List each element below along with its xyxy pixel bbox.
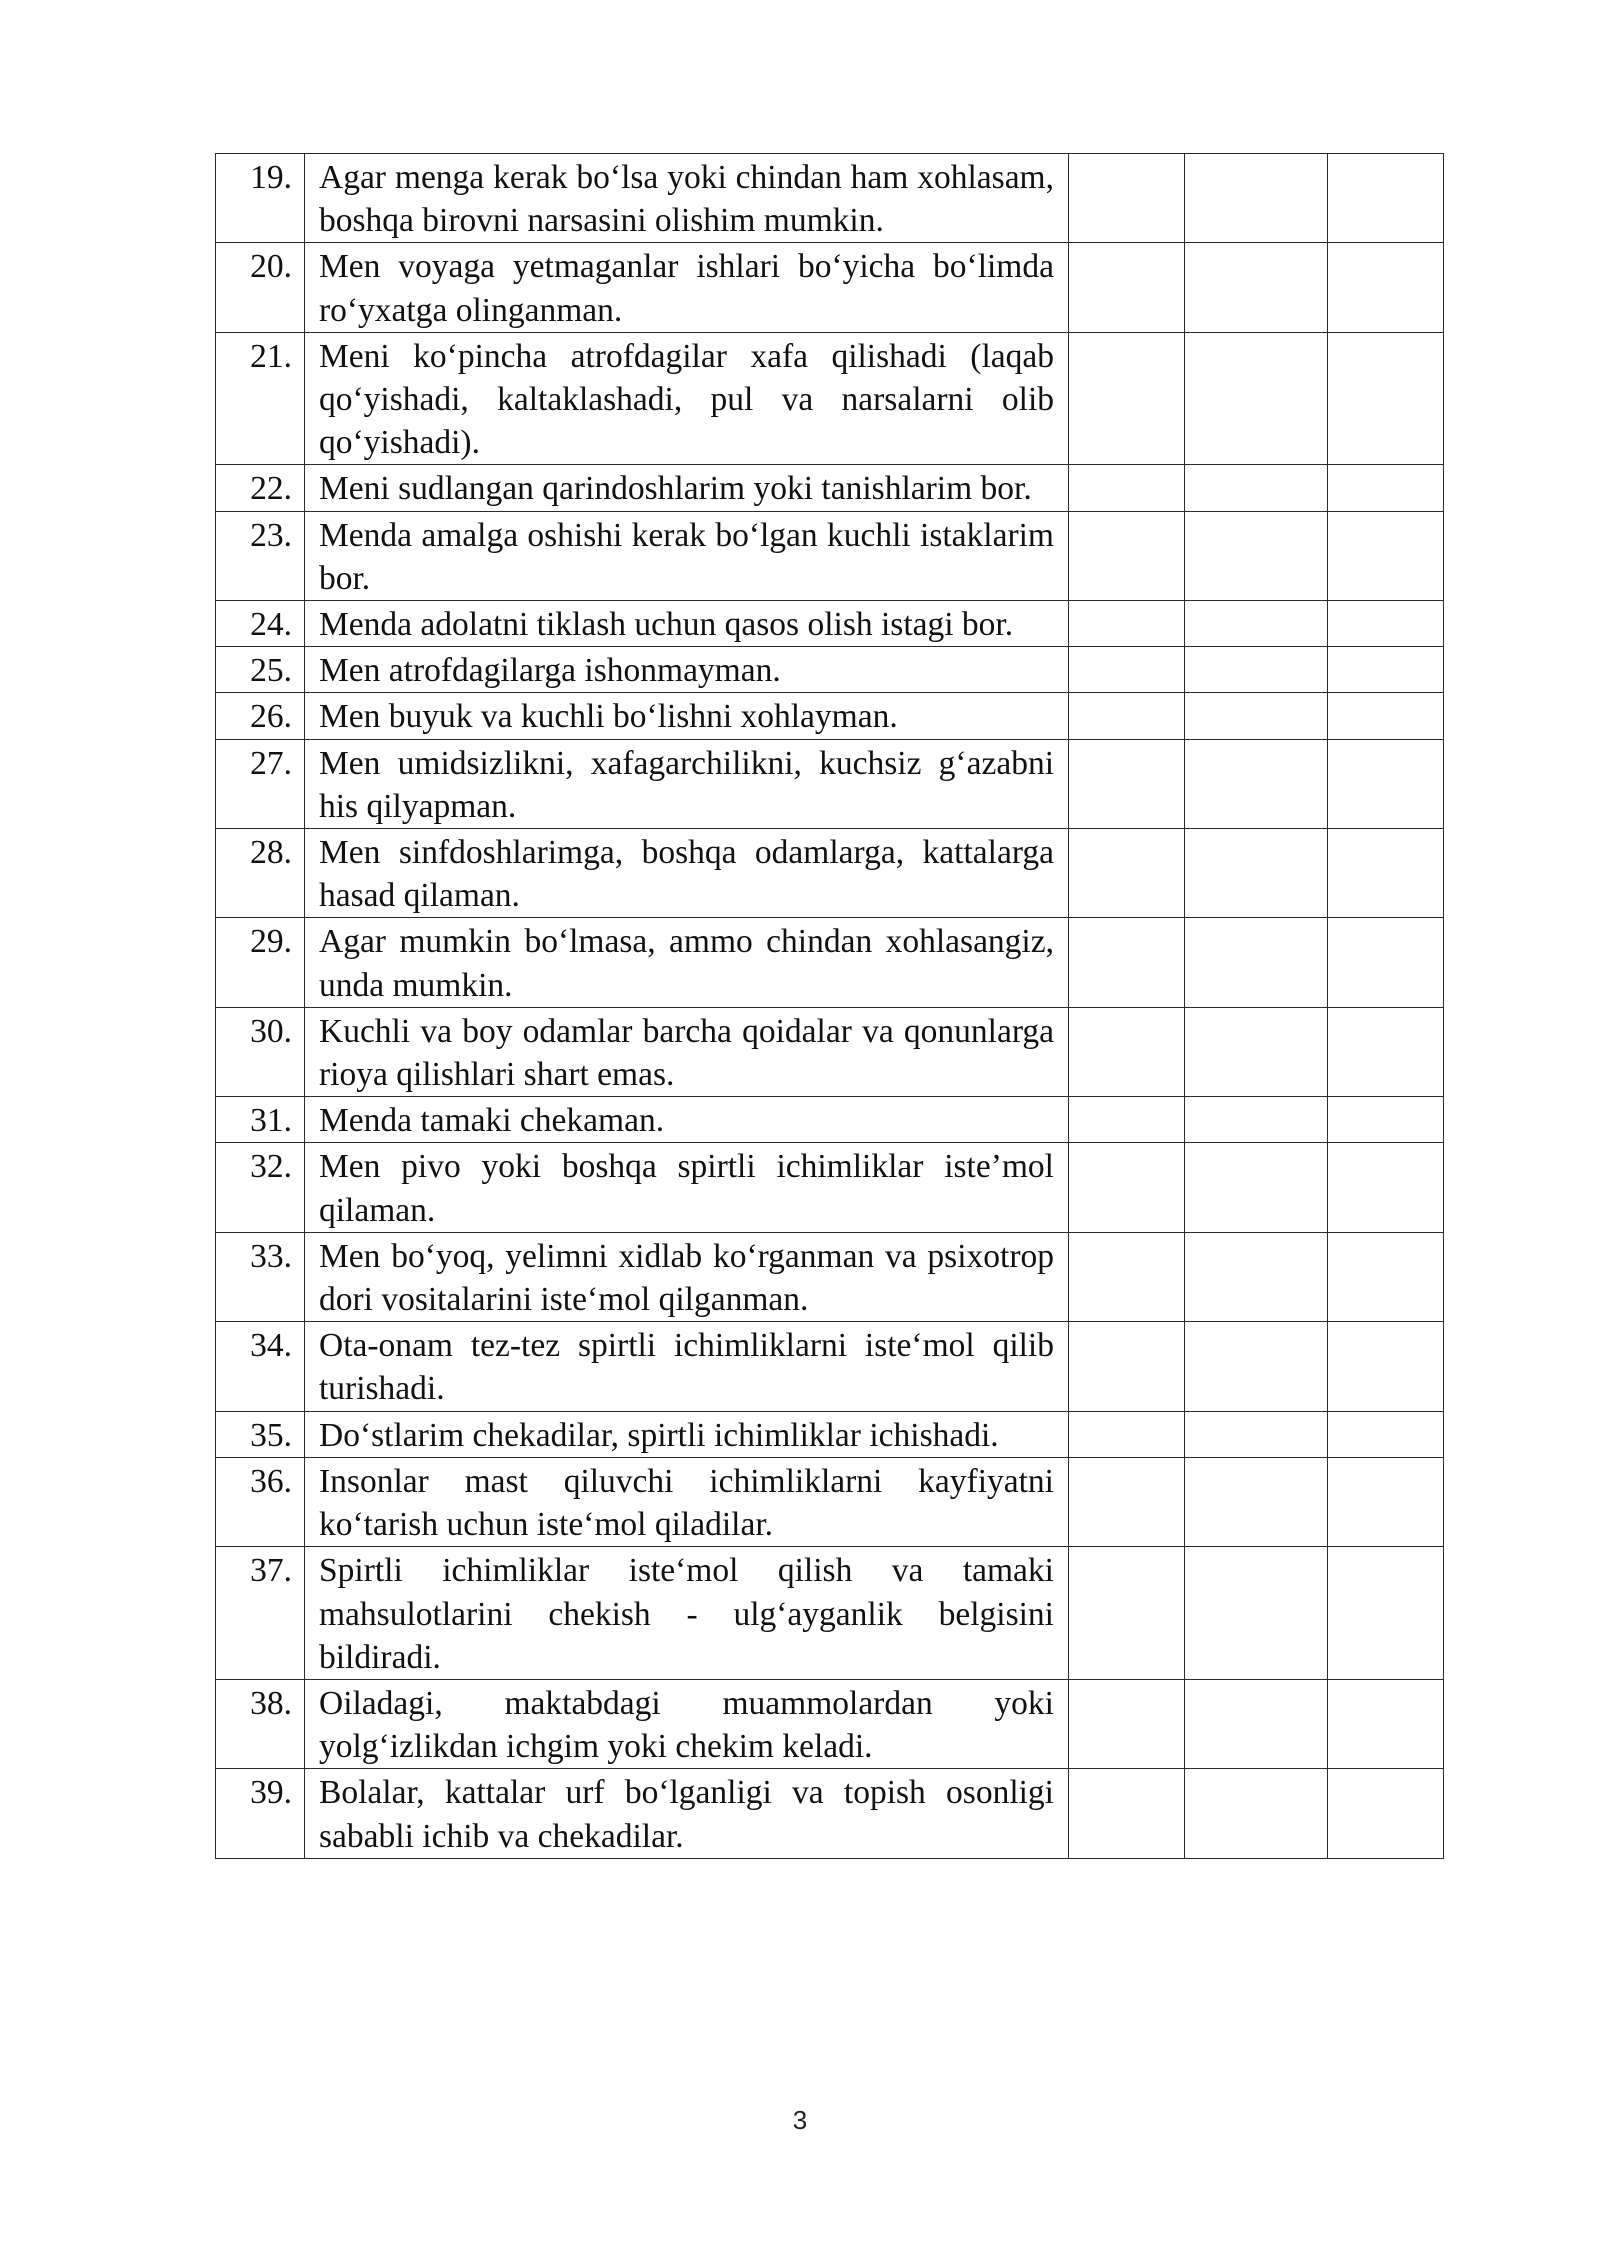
question-text: Menda tamaki chekaman. <box>305 1097 1069 1143</box>
answer-cell-2[interactable] <box>1185 1322 1328 1411</box>
answer-cell-3[interactable] <box>1328 1097 1444 1143</box>
answer-cell-1[interactable] <box>1069 332 1185 465</box>
question-text: Menda adolatni tiklash uchun qasos olish istagi bor. <box>305 601 1069 647</box>
table-row <box>216 511 1444 600</box>
table-row <box>216 601 1444 647</box>
answer-cell-2[interactable] <box>1185 1769 1328 1858</box>
answer-cell-3[interactable] <box>1328 1411 1444 1457</box>
table-row <box>216 1007 1444 1096</box>
answer-cell-1[interactable] <box>1069 1322 1185 1411</box>
answer-cell-3[interactable] <box>1328 601 1444 647</box>
question-number: 21. <box>216 332 305 465</box>
answer-cell-3[interactable] <box>1328 693 1444 739</box>
answer-cell-1[interactable] <box>1069 1547 1185 1680</box>
table-row <box>216 829 1444 918</box>
question-number: 30. <box>216 1007 305 1096</box>
answer-cell-3[interactable] <box>1328 332 1444 465</box>
question-number: 34. <box>216 1322 305 1411</box>
question-number: 32. <box>216 1143 305 1232</box>
answer-cell-1[interactable] <box>1069 154 1185 243</box>
table-row <box>216 332 1444 465</box>
table-row <box>216 1411 1444 1457</box>
answer-cell-2[interactable] <box>1185 693 1328 739</box>
answer-cell-2[interactable] <box>1185 243 1328 332</box>
answer-cell-1[interactable] <box>1069 1232 1185 1321</box>
answer-cell-2[interactable] <box>1185 1457 1328 1546</box>
table-row <box>216 243 1444 332</box>
answer-cell-2[interactable] <box>1185 1547 1328 1680</box>
answer-cell-1[interactable] <box>1069 511 1185 600</box>
answer-cell-1[interactable] <box>1069 1679 1185 1768</box>
table-row <box>216 739 1444 828</box>
answer-cell-3[interactable] <box>1328 243 1444 332</box>
answer-cell-3[interactable] <box>1328 1322 1444 1411</box>
answer-cell-2[interactable] <box>1185 601 1328 647</box>
questionnaire-table <box>215 153 1444 1859</box>
answer-cell-1[interactable] <box>1069 1457 1185 1546</box>
answer-cell-2[interactable] <box>1185 1679 1328 1768</box>
question-number: 38. <box>216 1679 305 1768</box>
table-row <box>216 647 1444 693</box>
question-number: 31. <box>216 1097 305 1143</box>
answer-cell-2[interactable] <box>1185 511 1328 600</box>
question-number: 33. <box>216 1232 305 1321</box>
answer-cell-1[interactable] <box>1069 647 1185 693</box>
table-row <box>216 1679 1444 1768</box>
table-row <box>216 1143 1444 1232</box>
answer-cell-3[interactable] <box>1328 1679 1444 1768</box>
table-row <box>216 1457 1444 1546</box>
answer-cell-1[interactable] <box>1069 601 1185 647</box>
question-text: Men buyuk va kuchli bo‘lishni xohlayman. <box>305 693 1069 739</box>
answer-cell-2[interactable] <box>1185 829 1328 918</box>
answer-cell-3[interactable] <box>1328 1769 1444 1858</box>
question-text: Oiladagi, maktabdagi muammolardan yoki yolg‘izlikdan ichgim yoki chekim keladi. <box>305 1679 1069 1768</box>
answer-cell-2[interactable] <box>1185 739 1328 828</box>
question-text: Men pivo yoki boshqa spirtli ichimliklar iste’mol qilaman. <box>305 1143 1069 1232</box>
answer-cell-3[interactable] <box>1328 1232 1444 1321</box>
question-text: Men atrofdagilarga ishonmayman. <box>305 647 1069 693</box>
questionnaire-body <box>216 154 1444 1859</box>
answer-cell-2[interactable] <box>1185 1007 1328 1096</box>
answer-cell-1[interactable] <box>1069 1007 1185 1096</box>
answer-cell-3[interactable] <box>1328 511 1444 600</box>
question-text: Ota-onam tez-tez spirtli ichimliklarni iste‘mol qilib turishadi. <box>305 1322 1069 1411</box>
answer-cell-3[interactable] <box>1328 1547 1444 1680</box>
answer-cell-1[interactable] <box>1069 1769 1185 1858</box>
question-text: Men sinfdoshlarimga, boshqa odamlarga, kattalarga hasad qilaman. <box>305 829 1069 918</box>
table-row <box>216 154 1444 243</box>
answer-cell-2[interactable] <box>1185 918 1328 1007</box>
answer-cell-1[interactable] <box>1069 739 1185 828</box>
question-text: Men voyaga yetmaganlar ishlari bo‘yicha bo‘limda ro‘yxatga olinganman. <box>305 243 1069 332</box>
question-text: Insonlar mast qiluvchi ichimliklarni kayfiyatni ko‘tarish uchun iste‘mol qiladilar. <box>305 1457 1069 1546</box>
question-text: Menda amalga oshishi kerak bo‘lgan kuchli istaklarim bor. <box>305 511 1069 600</box>
answer-cell-2[interactable] <box>1185 465 1328 511</box>
table-row <box>216 693 1444 739</box>
answer-cell-3[interactable] <box>1328 647 1444 693</box>
answer-cell-1[interactable] <box>1069 918 1185 1007</box>
question-text: Men bo‘yoq, yelimni xidlab ko‘rganman va psixotrop dori vositalarini iste‘mol qilganman. <box>305 1232 1069 1321</box>
answer-cell-2[interactable] <box>1185 1097 1328 1143</box>
answer-cell-1[interactable] <box>1069 1411 1185 1457</box>
answer-cell-1[interactable] <box>1069 1143 1185 1232</box>
answer-cell-2[interactable] <box>1185 332 1328 465</box>
question-number: 20. <box>216 243 305 332</box>
answer-cell-1[interactable] <box>1069 693 1185 739</box>
answer-cell-1[interactable] <box>1069 243 1185 332</box>
question-number: 36. <box>216 1457 305 1546</box>
question-number: 29. <box>216 918 305 1007</box>
question-number: 25. <box>216 647 305 693</box>
table-row <box>216 1769 1444 1858</box>
question-number: 22. <box>216 465 305 511</box>
answer-cell-1[interactable] <box>1069 1097 1185 1143</box>
answer-cell-1[interactable] <box>1069 829 1185 918</box>
question-text: Do‘stlarim chekadilar, spirtli ichimliklar ichishadi. <box>305 1411 1069 1457</box>
answer-cell-3[interactable] <box>1328 465 1444 511</box>
answer-cell-2[interactable] <box>1185 1411 1328 1457</box>
question-text: Spirtli ichimliklar iste‘mol qilish va tamaki mahsulotlarini chekish - ulg‘ayganlik belgisini bildiradi. <box>305 1547 1069 1680</box>
answer-cell-1[interactable] <box>1069 465 1185 511</box>
table-row <box>216 918 1444 1007</box>
question-text: Meni sudlangan qarindoshlarim yoki tanishlarim bor. <box>305 465 1069 511</box>
table-row <box>216 465 1444 511</box>
answer-cell-3[interactable] <box>1328 739 1444 828</box>
question-text: Kuchli va boy odamlar barcha qoidalar va qonunlarga rioya qilishlari shart emas. <box>305 1007 1069 1096</box>
question-number: 28. <box>216 829 305 918</box>
question-number: 19. <box>216 154 305 243</box>
question-number: 24. <box>216 601 305 647</box>
answer-cell-3[interactable] <box>1328 829 1444 918</box>
page-number: 3 <box>792 2105 808 2135</box>
question-number: 39. <box>216 1769 305 1858</box>
question-text: Men umidsizlikni, xafagarchilikni, kuchsiz g‘azabni his qilyapman. <box>305 739 1069 828</box>
question-number: 26. <box>216 693 305 739</box>
answer-cell-3[interactable] <box>1328 1457 1444 1546</box>
answer-cell-2[interactable] <box>1185 154 1328 243</box>
table-row <box>216 1547 1444 1680</box>
table-row <box>216 1097 1444 1143</box>
question-number: 27. <box>216 739 305 828</box>
table-row <box>216 1322 1444 1411</box>
answer-cell-3[interactable] <box>1328 918 1444 1007</box>
question-text: Meni ko‘pincha atrofdagilar xafa qilishadi (laqab qo‘yishadi, kaltaklashadi, pul va narsalarni olib qo‘yishadi). <box>305 332 1069 465</box>
question-text: Agar mumkin bo‘lmasa, ammo chindan xohlasangiz, unda mumkin. <box>305 918 1069 1007</box>
answer-cell-3[interactable] <box>1328 1143 1444 1232</box>
answer-cell-2[interactable] <box>1185 1232 1328 1321</box>
answer-cell-3[interactable] <box>1328 154 1444 243</box>
question-number: 37. <box>216 1547 305 1680</box>
question-number: 35. <box>216 1411 305 1457</box>
answer-cell-3[interactable] <box>1328 1007 1444 1096</box>
question-number: 23. <box>216 511 305 600</box>
answer-cell-2[interactable] <box>1185 1143 1328 1232</box>
question-text: Agar menga kerak bo‘lsa yoki chindan ham xohlasam, boshqa birovni narsasini olishim mumkin. <box>305 154 1069 243</box>
table-row <box>216 1232 1444 1321</box>
answer-cell-2[interactable] <box>1185 647 1328 693</box>
question-text: Bolalar, kattalar urf bo‘lganligi va topish osonligi sababli ichib va chekadilar. <box>305 1769 1069 1858</box>
